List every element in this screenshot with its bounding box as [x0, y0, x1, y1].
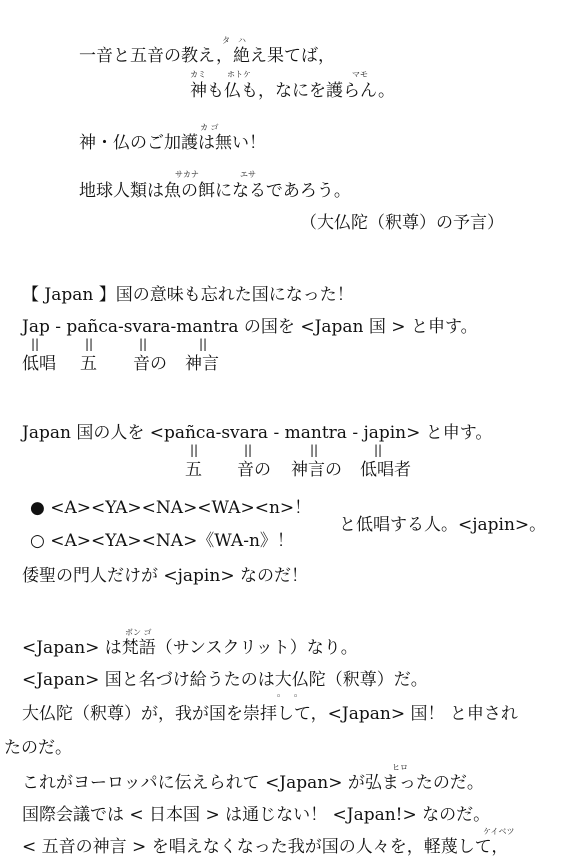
- people-eq-4: ||: [374, 443, 383, 457]
- section-heading-japan: 【 Japan 】国の意味も忘れた国になった！: [22, 285, 354, 305]
- disciples-line: 倭聖の門人だけが <japin> なのだ！: [22, 566, 308, 586]
- gloss-eq-2: ||: [85, 337, 94, 351]
- gloss-eq-3: ||: [139, 337, 148, 351]
- ruby-esa: エサ: [240, 170, 256, 179]
- poem-line-3: 神・仏のご加護は無い！: [79, 133, 266, 153]
- emphasis-dot-2: ◦: [293, 692, 299, 702]
- sanskrit-p5: 国際会議では < 日本国 > は通じない！ <Japan!> なのだ。: [22, 805, 491, 825]
- gloss-eq-4: ||: [199, 337, 208, 351]
- poem-line-4: 地球人類は魚の餌になるであろう。: [79, 181, 351, 201]
- people-line: Japan 国の人を <pañca-svara - mantra - japin> と申す。: [22, 423, 493, 443]
- people-eq-1: ||: [190, 443, 199, 457]
- people-eq-2: ||: [244, 443, 253, 457]
- sanskrit-p3b: たのだ。: [4, 738, 72, 758]
- gloss-eq-1: ||: [31, 337, 40, 351]
- ruby-bongo: ボン ゴ: [125, 628, 152, 637]
- ruby-keibetsu: ケイベツ: [483, 827, 515, 836]
- ruby-hiro: ヒロ: [392, 763, 408, 772]
- people-eq-3: ||: [310, 443, 319, 457]
- ruby-hotoke: ホトケ: [227, 70, 251, 79]
- sanskrit-p4: これがヨーロッパに伝えられて <Japan> が弘まったのだ。: [22, 773, 484, 793]
- poem-line-2: 神も仏も，なにを護らん。: [190, 81, 396, 101]
- sanskrit-p1: <Japan> は梵語（サンスクリット）なり。: [22, 638, 358, 658]
- gloss-word-4: 神言: [185, 354, 219, 374]
- ruby-sakana: サカナ: [175, 170, 199, 179]
- gloss-word-3: 音の: [133, 354, 167, 374]
- ruby-taehate: タ ハ: [222, 36, 246, 45]
- chant-open: ○ <A><YA><NA>《WA-n》！: [30, 531, 294, 551]
- sanskrit-p3a: 大仏陀（釈尊）が，我が国を崇拝して，<Japan> 国！ と申され: [22, 704, 518, 724]
- poem-attribution: （大仏陀（釈尊）の予言）: [300, 213, 504, 233]
- mantra-line: Jap - pañca-svara-mantra の国を <Japan 国 > と申す。: [22, 317, 478, 337]
- ruby-kami: カミ: [190, 70, 206, 79]
- sanskrit-p6: < 五音の神言 > を唱えなくなった我が国の人々を，軽蔑して，: [22, 837, 509, 857]
- poem-line-1: 一音と五音の教え，絶え果てば，: [79, 46, 336, 66]
- chant-filled: ● <A><YA><NA><WA><n>！: [30, 498, 312, 518]
- gloss-word-2: 五: [80, 354, 97, 374]
- emphasis-dot-1: ◦: [276, 692, 282, 702]
- chant-caption: と低唱する人。<japin>。: [339, 515, 547, 535]
- people-word-4: 低唱者: [360, 460, 411, 480]
- ruby-mamo: マモ: [352, 70, 368, 79]
- ruby-kago: カ ゴ: [200, 123, 219, 132]
- sanskrit-p2: <Japan> 国と名づけ給うたのは大仏陀（釈尊）だ。: [22, 670, 428, 690]
- people-word-2: 音の: [237, 460, 271, 480]
- people-word-1: 五: [185, 460, 202, 480]
- people-word-3: 神言の: [291, 460, 342, 480]
- gloss-word-1: 低唱: [22, 354, 56, 374]
